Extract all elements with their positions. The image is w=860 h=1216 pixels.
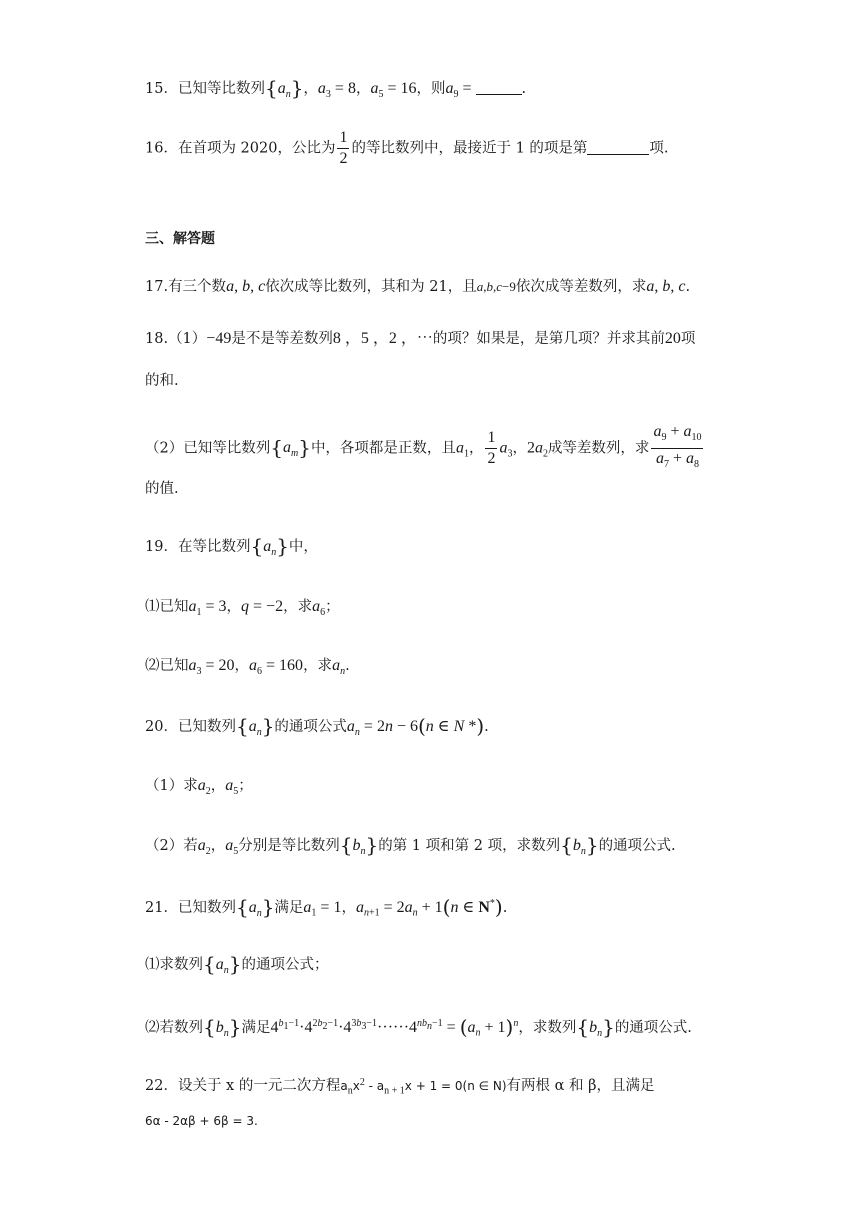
question-22: 22．设关于 x 的一元二次方程$a_nx^2 - a_{n + 1}x + 1 = 0(n$ ∈ N)有两根 α 和 β，且满足 bbox=[145, 1077, 655, 1097]
question-19-part2: ⑵已知$a_3 = 20$，$a_6 = 160$，求$a_n$. bbox=[145, 657, 350, 677]
question-18-cont: 的和. bbox=[145, 373, 179, 389]
question-19-part1: ⑴已知$a_1 = 3$，q = −2，求$a_6$； bbox=[145, 598, 340, 618]
question-20: 20．已知数列$\{a_n\}$的通项公式$a_n = 2n - 6(n$ ∈ N *). bbox=[145, 714, 489, 739]
question-16: 16．在首项为 2020，公比为 $\frac{1}{2}$ 的等比数列中，最接近于 1 的项是第 项. bbox=[145, 129, 669, 167]
question-number: 18. bbox=[145, 331, 169, 347]
question-18-tail: 的值. bbox=[145, 481, 179, 497]
question-22-cont: 6α - 2αβ + 6β = 3. bbox=[145, 1114, 258, 1128]
section-title: 三、解答题 bbox=[145, 231, 215, 247]
question-number: 21． bbox=[145, 899, 178, 916]
question-number: 22． bbox=[145, 1078, 178, 1094]
question-18: 18.（1）−49是不是等差数列8 ，5 ，2 ，⋯的项？如果是，是第几项？并求其前20项 bbox=[145, 330, 696, 347]
question-21: 21．已知数列$\{a_n\}$满足$a_1 = 1$，$a_{n+1} = 2a_n + 1(n$ ∈ N*). bbox=[145, 894, 508, 920]
answer-blank bbox=[476, 80, 522, 95]
question-20-part1: （1）求$a_2$，$a_5$； bbox=[145, 777, 253, 797]
question-19: 19．在等比数列$\{a_n\}$中， bbox=[145, 534, 318, 559]
question-18-part2: （2）已知等比数列$\{a_m\}$中，各项都是正数，且$a_1$， $\frac{1}{2}$ $a_3$，$2a_2$成等差数列，求 $\frac{a_9 + a_{10}}{a_7 + a_8}$ bbox=[145, 423, 702, 470]
question-number: 19． bbox=[145, 539, 178, 555]
question-number: 15． bbox=[145, 81, 178, 97]
answer-blank bbox=[587, 140, 649, 155]
question-21-part1: ⑴求数列$\{a_n\}$的通项公式； bbox=[145, 952, 329, 977]
question-number: 16． bbox=[145, 140, 178, 157]
question-number: 20． bbox=[145, 719, 178, 735]
question-21-part2: ⑵若数列$\{b_n\}$满足$4^{b_1-1}\cdot 4^{2b_2-1}\cdot 4^{3b_3-1}\cdot\cdot\cdot\cdot\cdot\cdot 4^{nb_n-1} = (a_n + 1)^n$，求数列$\{b_n\}$的通项公式. bbox=[145, 1014, 692, 1040]
question-number: 17. bbox=[145, 279, 169, 295]
question-15: 15．已知等比数列$\{a_n\}$，$a_3 = 8$，$a_5 = 16$，则$a_9$ = . bbox=[145, 76, 527, 101]
question-20-part2: （2）若$a_2$，$a_5$分别是等比数列$\{b_n\}$的第 1 项和第 2 项，求数列$\{b_n\}$的通项公式. bbox=[145, 833, 676, 858]
question-17: 17.有三个数a, b, c依次成等比数列，其和为 21，且a,b,c−9依次成等差数列，求a, b, c. bbox=[145, 278, 691, 295]
